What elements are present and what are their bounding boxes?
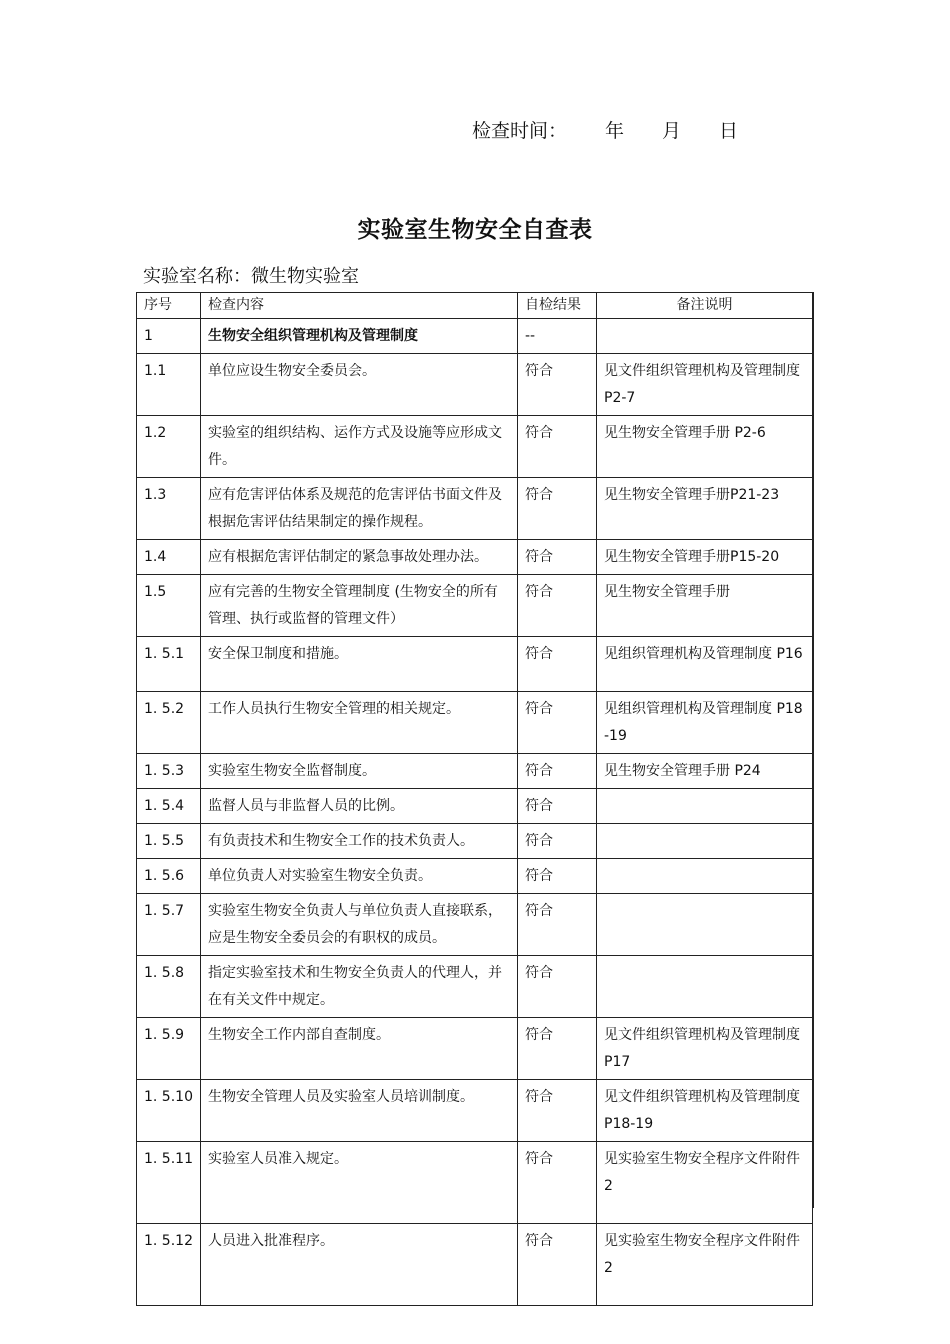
table-row [137,956,813,1018]
row-number: 1. 5.3 [137,754,201,789]
row-number: 1.5 [137,575,201,637]
row-number: 1.2 [137,416,201,478]
row-number: 1. 5.2 [137,692,201,754]
row-number: 1.4 [137,540,201,575]
row-note [597,956,813,1018]
date-year-label: 年 [605,120,625,142]
row-note: 见文件组织管理机构及管理制度 P2-7 [597,354,813,416]
row-result: 符合 [518,956,597,1018]
table-row [137,859,813,894]
row-content: 生物安全组织管理机构及管理制度 [201,319,518,354]
row-content: 工作人员执行生物安全管理的相关规定。 [201,692,518,754]
row-number: 1.3 [137,478,201,540]
table-row [137,1018,813,1080]
table-row [137,540,813,575]
header-note: 备注说明 [597,293,813,319]
row-note: 见实验室生物安全程序文件附件 2 [597,1142,813,1224]
row-content: 生物安全管理人员及实验室人员培训制度。 [201,1080,518,1142]
table-row [137,1224,813,1306]
row-note [597,789,813,824]
row-content: 实验室生物安全监督制度。 [201,754,518,789]
row-note: 见文件组织管理机构及管理制度 P17 [597,1018,813,1080]
row-result: 符合 [518,575,597,637]
header-content: 检查内容 [201,293,518,319]
row-number: 1. 5.1 [137,637,201,692]
row-content: 单位负责人对实验室生物安全负责。 [201,859,518,894]
table-row [137,575,813,637]
row-note [597,859,813,894]
row-content: 实验室人员准入规定。 [201,1142,518,1224]
table-row [137,824,813,859]
row-number: 1.1 [137,354,201,416]
table-row [137,1080,813,1142]
table-row [137,354,813,416]
row-note: 见生物安全管理手册 P24 [597,754,813,789]
table-header-row [137,293,813,319]
row-number: 1. 5.4 [137,789,201,824]
page-title: 实验室生物安全自查表 [357,217,593,243]
table-row [137,637,813,692]
row-content: 应有危害评估体系及规范的危害评估书面文件及根据危害评估结果制定的操作规程。 [201,478,518,540]
inspection-date-line [472,116,738,143]
row-note [597,894,813,956]
row-number: 1. 5.11 [137,1142,201,1224]
row-number: 1. 5.8 [137,956,201,1018]
inspection-date-label: 检查时间： [472,120,568,142]
row-content: 安全保卫制度和措施。 [201,637,518,692]
row-note [597,319,813,354]
row-result: 符合 [518,540,597,575]
row-content: 生物安全工作内部自查制度。 [201,1018,518,1080]
row-content: 有负责技术和生物安全工作的技术负责人。 [201,824,518,859]
row-result: 符合 [518,478,597,540]
date-day-label: 日 [719,120,739,142]
lab-name: 实验室名称：微生物实验室 [143,266,359,287]
header-result: 自检结果 [518,293,597,319]
row-number: 1. 5.5 [137,824,201,859]
table-row [137,789,813,824]
row-result: 符合 [518,789,597,824]
row-number: 1. 5.6 [137,859,201,894]
row-number: 1. 5.9 [137,1018,201,1080]
row-note: 见组织管理机构及管理制度 P16 [597,637,813,692]
row-result: 符合 [518,859,597,894]
row-result: 符合 [518,1080,597,1142]
table-row [137,692,813,754]
row-note: 见生物安全管理手册P15-20 [597,540,813,575]
table-row [137,416,813,478]
header-no: 序号 [137,293,201,319]
row-content: 实验室生物安全负责人与单位负责人直接联系，应是生物安全委员会的有职权的成员。 [201,894,518,956]
table-row [137,894,813,956]
table-row [137,319,813,354]
row-note: 见实验室生物安全程序文件附件 2 [597,1224,813,1306]
row-result: 符合 [518,1224,597,1306]
table-body [137,293,813,1306]
row-note: 见文件组织管理机构及管理制度 P18-19 [597,1080,813,1142]
row-number: 1. 5.10 [137,1080,201,1142]
row-content: 单位应设生物安全委员会。 [201,354,518,416]
row-note: 见生物安全管理手册 P2-6 [597,416,813,478]
row-note: 见组织管理机构及管理制度 P18-19 [597,692,813,754]
row-result: 符合 [518,1142,597,1224]
self-check-table [136,292,813,1306]
row-result: 符合 [518,754,597,789]
row-result: 符合 [518,416,597,478]
date-month-label: 月 [662,120,682,142]
row-result: 符合 [518,824,597,859]
row-content: 指定实验室技术和生物安全负责人的代理人，并在有关文件中规定。 [201,956,518,1018]
row-number: 1 [137,319,201,354]
row-result: 符合 [518,1018,597,1080]
row-content: 监督人员与非监督人员的比例。 [201,789,518,824]
row-content: 人员进入批准程序。 [201,1224,518,1306]
row-result: -- [518,319,597,354]
row-number: 1. 5.7 [137,894,201,956]
row-note: 见生物安全管理手册 [597,575,813,637]
row-number: 1. 5.12 [137,1224,201,1306]
row-content: 实验室的组织结构、运作方式及设施等应形成文件。 [201,416,518,478]
row-result: 符合 [518,894,597,956]
row-note [597,824,813,859]
table-row [137,754,813,789]
row-content: 应有完善的生物安全管理制度 (生物安全的所有管理、执行或监督的管理文件） [201,575,518,637]
table-right-edge-line [813,292,814,1208]
row-note: 见生物安全管理手册P21-23 [597,478,813,540]
row-result: 符合 [518,637,597,692]
table-row [137,478,813,540]
row-result: 符合 [518,354,597,416]
row-result: 符合 [518,692,597,754]
table-row [137,1142,813,1224]
row-content: 应有根据危害评估制定的紧急事故处理办法。 [201,540,518,575]
